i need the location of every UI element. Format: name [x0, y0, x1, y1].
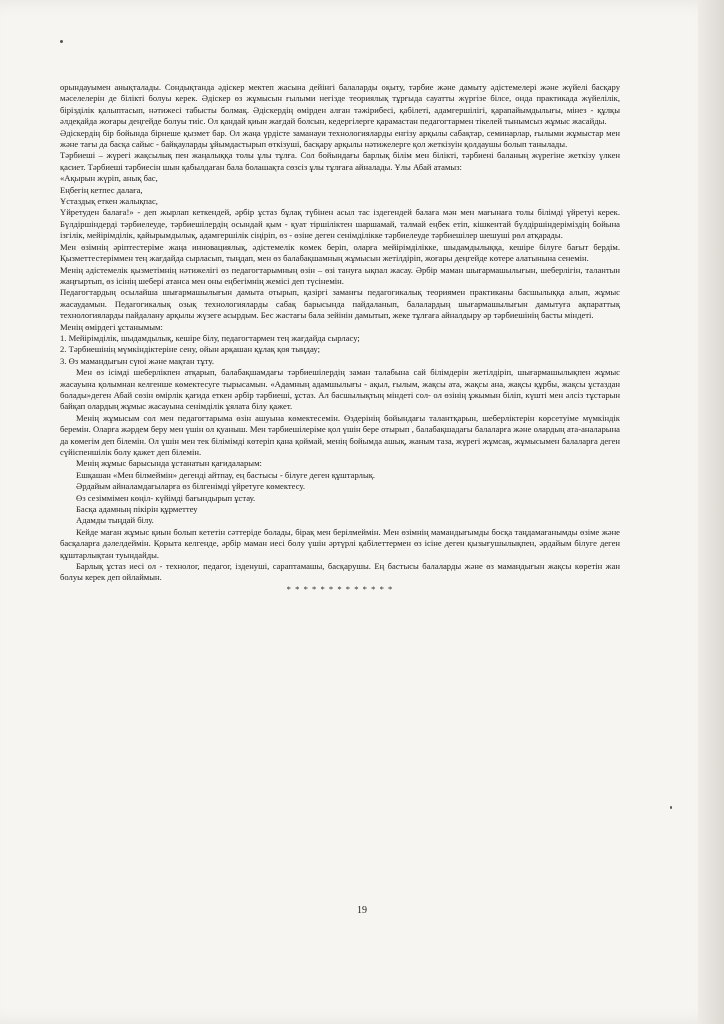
list-item: Ешқашан «Мен білмеймін» дегенді айтпау, ең бастысы - білуге деген құштарлық.	[76, 469, 376, 480]
scan-speck	[670, 806, 672, 809]
list-item: 1. Мейірімділік, шыдамдылық, кешіре білу, педагогтармен тең жағдайда сырласу;	[60, 332, 360, 343]
poem-line: Еңбегің кетпес далаға,	[60, 184, 143, 195]
paragraph: Менің жұмысым сол мен педагогтарыма өзін ашуына көмектесемін. Өздерінің бойындағы талантқарын, шеберліктерін көрсетуіме мүмкіндік беремін. Оларға жәрдем беру мен үшін ол қуаныш. Мен тәрбиешілеріме қол үшін бере отырып , балабақшадағы балаларға және олардың ата-аналарына да көмегім деп білемін. Ол үшін мен тек білімімді көтеріп қана қоймай, менің бойымда ашық, жаным таза, жүрегі жұмсақ, жұмысымен балаларға деген сүйіспеншілік болу қажет деп білемін.	[60, 412, 620, 457]
list-heading: Менің өмірдегі ұстанымым:	[60, 321, 163, 332]
list-item: Өз сезіммімен көңіл- күйімді бағындырып ұстау.	[76, 492, 256, 503]
paragraph: Мен өз ісімді шеберлікпен атқарып, балабақшамдағы тәрбиешілердің заман талабына сай білімдерін жетілдіріп, шығармашылықпен жұмыс жасауына қолымнан келгенше көмектесуге тырысамын. «Адамның адамшылығы - ақыл, ғылым, жақсы ата, жақсы ана, жақсы құрбы, жақсы ұстаздан болады»деген Абай сөзін өмірлік қағида еткен әрбір тәрбиеші, ұстаз. Ал басшылықтың міндеті сол- ол өзінің ұжымын біліп, күшті мен әлсіз тұстарын байқап олардың жұмыс жасауына сенімділік ұялата білу қажет.	[60, 367, 620, 412]
list-item: Адамды тыңдай білу.	[76, 515, 154, 526]
paragraph: Менің әдістемелік қызметімнің нәтижелігі өз педагогтарымның өзін – өзі тануға ықпал жасау. Әрбір маман шығармашылығын, шеберлігін, талантын жаңғыртып, өз ісінің шебері атанса мен оны еңбегімнің жемісі деп түсінемін.	[60, 264, 620, 286]
page-edge-shadow	[698, 0, 724, 1024]
paragraph: Мен өзімнің әріптестеріме жаңа инновациялық, әдістемелік көмек беріп, оларға мейірімділікке, шыдамдылыққа, кешіре білуге бағыт бердім. Қызметтестеріммен тең жағдайда сырласып, тыңдап, мен өз балабақшамның жұмысын жетілдіріп, жоғары деңгейде көтере алатынына сенемін.	[60, 241, 620, 264]
separator-stars: * * * * * * * * * * * * *	[286, 583, 394, 594]
list-item: Әрдайым айналамдағыларға өз білгенімді үйретуге көмектесу.	[76, 481, 305, 492]
page-number: 19	[357, 905, 367, 916]
list-heading: Менің жұмыс барысында ұстанатын қағидаларым:	[76, 458, 262, 469]
paragraph: Әдіскердің бір бойында бірнеше қызмет бар. Ол жаңа үрдісте заманауи технологияларды енгізу арқылы сабақтар, семинарлар, ғылыми жұмыстар мен және тағы да басқа сайыс - байқауларды ұйымдастырып өткізуші, басқару арқылы нәтижелерге қол жеткізуін қолдаушы болып танылады.	[60, 127, 620, 150]
paragraph: Барлық ұстаз иесі ол - технолог, педагог, ізденуші, сараптамашы, басқарушы. Ең бастысы балаларды және өз мамандығын жақсы көретін жан болуы керек деп ойлаймын.	[60, 561, 620, 583]
poem-line: Ұстаздық еткен жалықпас,	[60, 196, 158, 207]
paragraph: Үйретуден балаға!» - деп жырлап кеткендей, әрбір ұстаз бұлақ түбінен асыл тас іздегендей балаға мән мен мағынаға толы білімді үйретуі керек. Бүлдіршіндерді тәрбиелеуде, тәрбиешілердің осындай қым - қуат тіршіліктен шаршамай, талмай еңбек етіп, кішкентай бүлдіршіндеріміздің бойына ізгілік, мейірімділік, қайырымдылық, адамгершілік сіңіріп, өз - өзіне деген сенімділікке тәрбиелеуде тәрбиешілер шешуші рөл атқарады.	[60, 207, 620, 241]
scan-speck	[60, 40, 63, 43]
paragraph: Педагогтардың осылайша шығармашылығын дамыта отырып, қазіргі заманғы педагогикалық теориямен практиканы басшылыққа алып, жұмыс жасаудамын. Педагогикалық озық технологияларды сабақ барысында пайдаланып, балалардың шығармашылығын дамытуға ақпараттық технологияларды пайдалану арқылы жүзеге асырдым. Бес жастағы бала зейінін дамытып, жеке тұлғаға айналдыру әр тәрбиешінің басты міндеті.	[60, 287, 620, 321]
poem-line: «Ақырын жүріп, анық бас,	[60, 173, 158, 184]
paragraph: орындауымен анықталады. Сондықтанда әдіскер мектеп жасына дейінгі балаларды оқыту, тәрбие және дамыту әдістемелері және жүйелі басқару мәселелерін де білікті болуы керек. Әдіскер өз жұмысын ғылыми негізде теориялық тұрғыда сауатты жүргізе білсе, онда практикада жүйелілік, біріздiлік қалыптасып, нәтижесі табысты болмақ. Әдіскердің өмірден алған тәжірибесі, қабілеті, адамгершілігі, қарапайымдылығы, мінез - құлқы әлдеқайда жоғары деңгейде болуы тиіс. Ол қандай қиын жағдай болсын, кедергілерге қарамастан педагогтармен тікелей тынымсыз жұмыс жасайды.	[60, 82, 620, 127]
paragraph: Тәрбиеші – жүрегі жақсылық пен жаңалыққа толы ұлы тұлға. Сол бойындағы барлық білім мен білікті, тәрбиені баланың жүрегіне жеткізу үлкен қасиет. Тәрбиеші тәрбиесін шын қабылдаған бала болашақта сөзсіз ұлы тұлғаға айналады. Ұлы Абай атамыз:	[60, 150, 620, 172]
document-body	[60, 82, 620, 595]
list-item: 2. Тәрбиешінің мүмкіндіктеріне сену, ойын арқашан құлақ қоя тыңдау;	[60, 344, 320, 355]
list-item: Басқа адамның пікірін құрметтеу	[76, 504, 198, 515]
list-item: 3. Өз мамандығын сүюі және мақтан тұту.	[60, 355, 214, 366]
paragraph: Кейде маған жұмыс қиын болып кететін сәттеріде болады, бірақ мен берілмеймін. Мен өзімнің мамандығымды босқа таңдамағанымды өзіме және басқаларға дәлелдеймін. Қорыта келгенде, әрбір маман иесі болу үшін әртүрлі қабілеттермен өз ісіне деген қызығушылықпен, әрдайым білуге деген құштарлықтан туындайды.	[60, 526, 620, 560]
